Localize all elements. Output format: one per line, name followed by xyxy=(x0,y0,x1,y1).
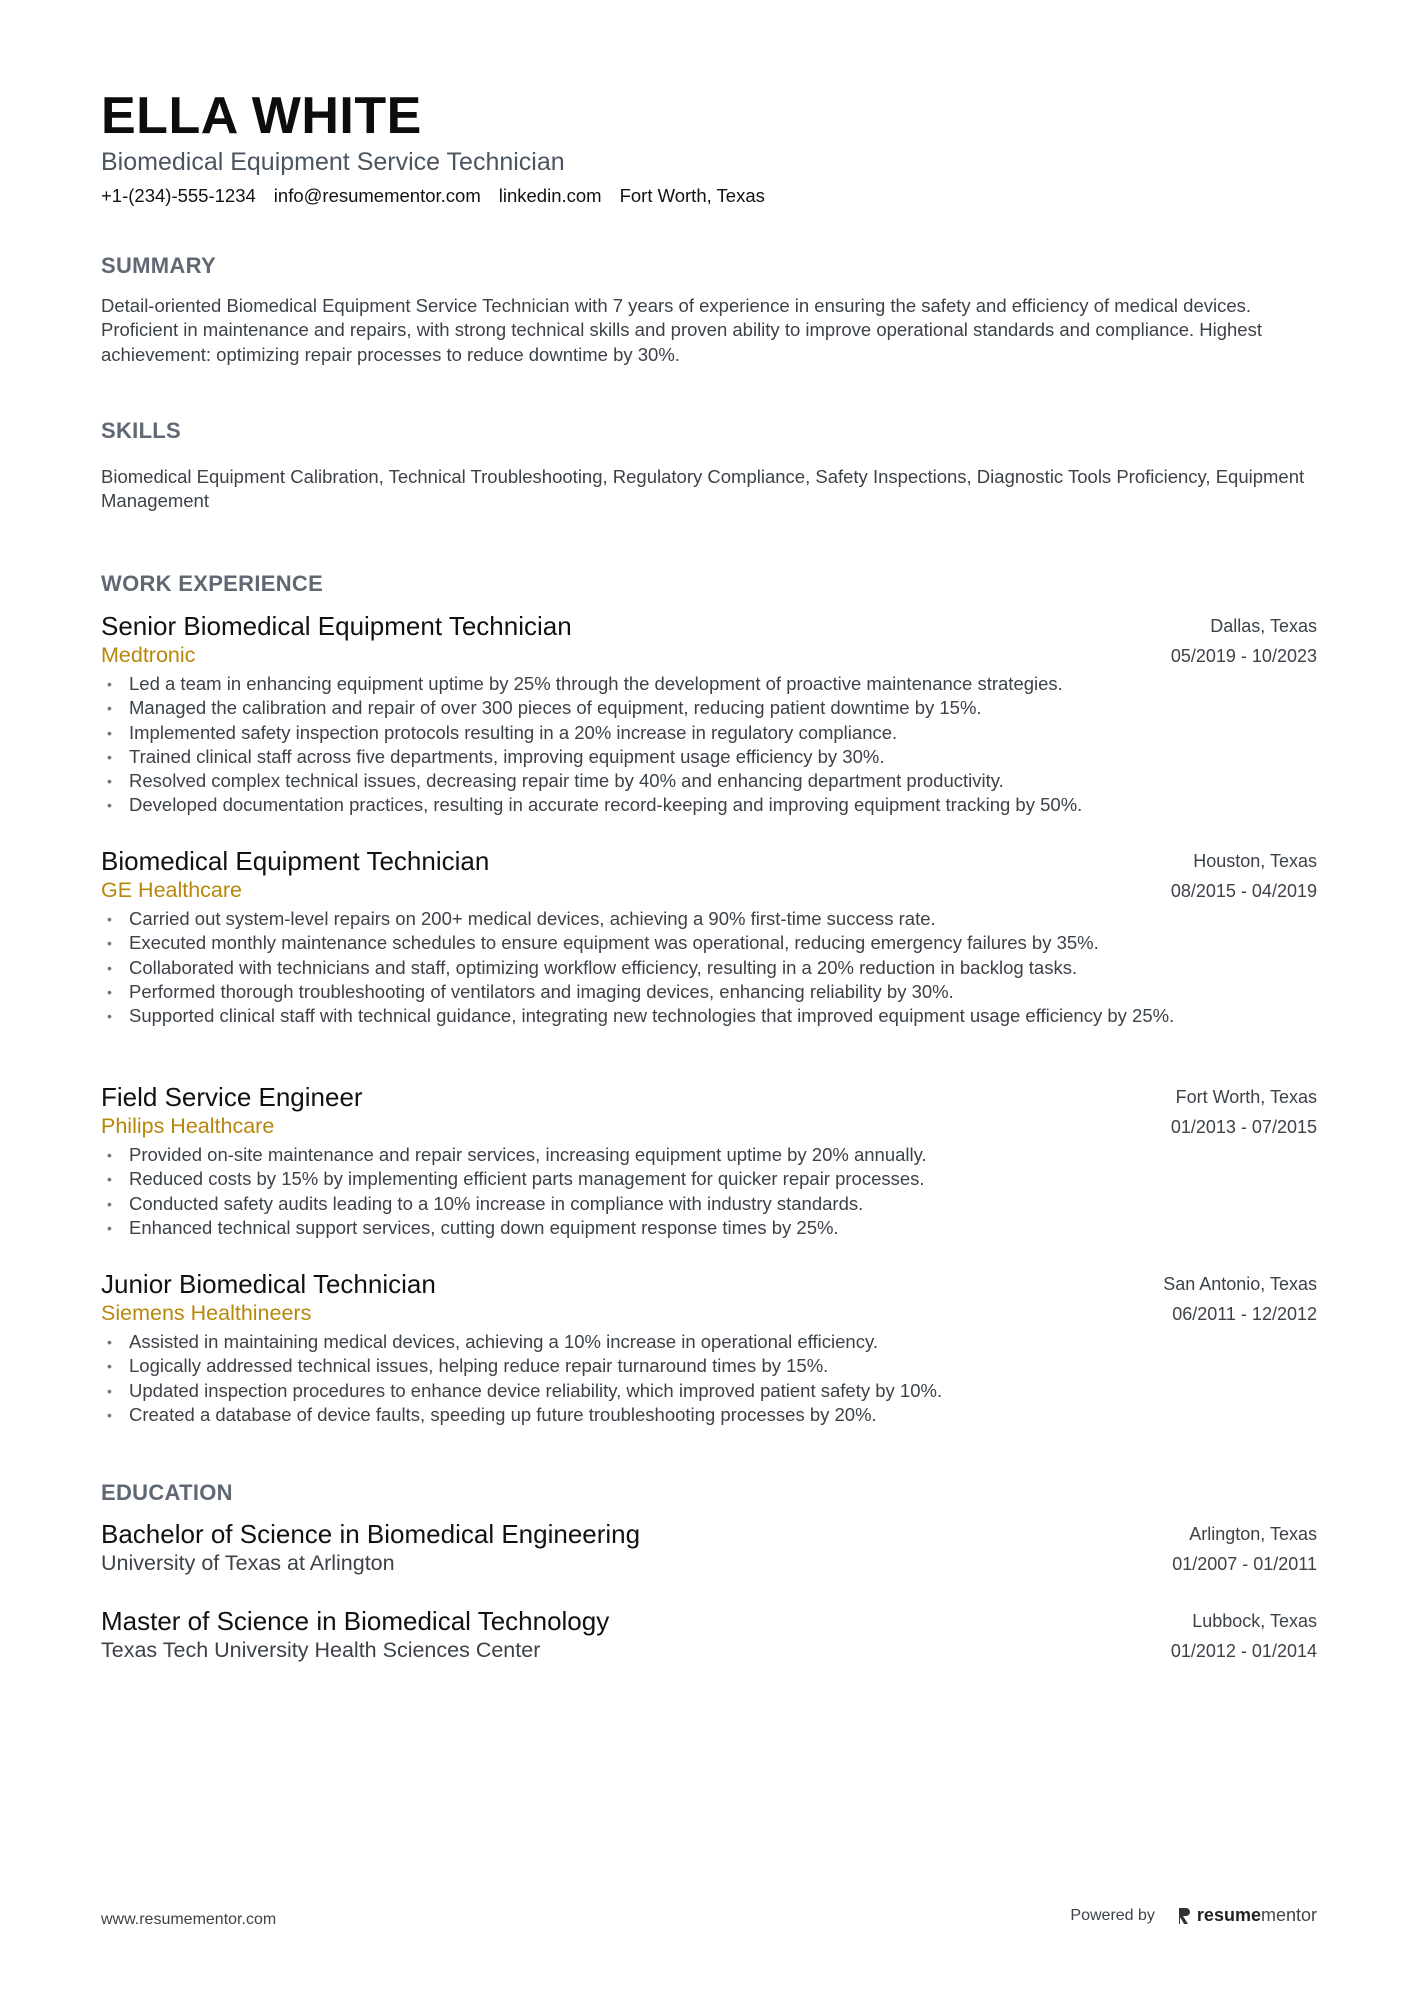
contact-phone: +1-(234)-555-1234 xyxy=(101,185,256,206)
bullet-dot-icon: • xyxy=(107,773,112,790)
bullet-item: • Reduced costs by 15% by implementing efficient parts management for quicker repair processes. xyxy=(101,1167,1317,1191)
job-company: Medtronic xyxy=(101,643,196,667)
bullet-item: • Executed monthly maintenance schedules to ensure equipment was operational, reducing emergency failures by 35%. xyxy=(101,931,1317,955)
bullet-dot-icon: • xyxy=(107,1358,112,1375)
bullet-item: • Assisted in maintaining medical devices, achieving a 10% increase in operational efficiency. xyxy=(101,1330,1317,1354)
skills-heading: SKILLS xyxy=(101,418,182,443)
edu-degree: Master of Science in Biomedical Technology xyxy=(101,1606,610,1636)
bullet-dot-icon: • xyxy=(107,911,112,927)
bullet-dot-icon: • xyxy=(107,1171,112,1188)
job-company: GE Healthcare xyxy=(101,878,243,902)
job-bullets xyxy=(101,907,1317,1028)
bullet-item: • Supported clinical staff with technical guidance, integrating new technologies that improved equipment usage efficiency by 25%. xyxy=(101,1004,1317,1028)
summary-text: Detail-oriented Biomedical Equipment Service Technician with 7 years of experience in ensuring the safety and efficiency of medical devices. Proficient in maintenance and repairs, with strong technical skills and proven ability to improve operational standards and compliance. Highest achievement: optimizing repair processes to reduce downtime by 30%. xyxy=(101,295,1262,365)
edu-school: University of Texas at Arlington xyxy=(101,1551,395,1575)
bullet-item: • Trained clinical staff across five departments, improving equipment usage efficiency by 30%. xyxy=(101,745,1317,769)
job-title: Biomedical Equipment Technician xyxy=(101,846,490,876)
bullet-dot-icon: • xyxy=(107,748,112,765)
edu-school: Texas Tech University Health Sciences Center xyxy=(101,1638,541,1662)
footer-website-link[interactable]: www.resumementor.com xyxy=(101,1911,277,1928)
bullet-dot-icon: • xyxy=(107,676,112,692)
job-title: Field Service Engineer xyxy=(101,1082,363,1112)
contact-linkedin: linkedin.com xyxy=(498,185,602,206)
bullet-dot-icon: • xyxy=(107,1195,112,1212)
edu-dates: 01/2012 - 01/2014 xyxy=(1170,1641,1317,1661)
bullet-dot-icon: • xyxy=(107,1382,112,1399)
summary-heading: SUMMARY xyxy=(101,253,216,278)
bullet-dot-icon: • xyxy=(107,935,112,952)
bullet-dot-icon: • xyxy=(107,700,112,717)
job-location: Houston, Texas xyxy=(1193,851,1317,871)
job-company: Siemens Healthineers xyxy=(101,1301,312,1325)
bullet-dot-icon: • xyxy=(107,983,112,1000)
bullet-dot-icon: • xyxy=(107,1406,112,1423)
skills-text: Biomedical Equipment Calibration, Technical Troubleshooting, Regulatory Compliance, Safety Inspections, Diagnostic Tools Proficiency, Equipment Management xyxy=(101,466,1305,512)
bullet-dot-icon: • xyxy=(107,1147,112,1163)
job-dates: 08/2015 - 04/2019 xyxy=(1170,881,1317,901)
contact-row xyxy=(101,184,765,208)
bullet-dot-icon: • xyxy=(107,1219,112,1236)
bullet-item: • Logically addressed technical issues, helping reduce repair turnaround times by 15%. xyxy=(101,1354,1317,1378)
brand-text-light: mentor xyxy=(1260,1905,1317,1925)
edu-degree: Bachelor of Science in Biomedical Engineering xyxy=(101,1519,641,1549)
bullet-dot-icon: • xyxy=(107,1334,112,1350)
candidate-name: ELLA WHITE xyxy=(101,87,422,145)
bullet-item: • Conducted safety audits leading to a 10% increase in compliance with industry standards. xyxy=(101,1192,1317,1216)
job-company: Philips Healthcare xyxy=(101,1114,275,1138)
bullet-item: • Collaborated with technicians and staff, optimizing workflow efficiency, resulting in a 20% reduction in backlog tasks. xyxy=(101,956,1317,980)
bullet-item: • Developed documentation practices, resulting in accurate record-keeping and improving equipment tracking by 50%. xyxy=(101,793,1317,817)
job-location: San Antonio, Texas xyxy=(1163,1274,1317,1294)
bullet-dot-icon: • xyxy=(107,797,112,814)
contact-email: info@resumementor.com xyxy=(273,185,481,206)
job-dates: 05/2019 - 10/2023 xyxy=(1170,646,1317,666)
job-bullets xyxy=(101,1330,1317,1427)
bullet-item: • Provided on-site maintenance and repair services, increasing equipment uptime by 20% annually. xyxy=(101,1143,1317,1167)
bullet-item: • Carried out system-level repairs on 200+ medical devices, achieving a 90% first-time success rate. xyxy=(101,907,1317,931)
edu-location: Arlington, Texas xyxy=(1189,1524,1317,1544)
job-dates: 01/2013 - 07/2015 xyxy=(1170,1117,1317,1137)
powered-by-label: Powered by xyxy=(1070,1906,1155,1924)
resumementor-logo-icon xyxy=(1177,1906,1191,1926)
job-title: Junior Biomedical Technician xyxy=(101,1269,436,1299)
bullet-item: • Managed the calibration and repair of over 300 pieces of equipment, reducing patient downtime by 15%. xyxy=(101,696,1317,720)
education-heading: EDUCATION xyxy=(101,1480,233,1505)
edu-location: Lubbock, Texas xyxy=(1192,1611,1317,1631)
bullet-dot-icon: • xyxy=(107,724,112,741)
bullet-item: • Created a database of device faults, speeding up future troubleshooting processes by 20%. xyxy=(101,1403,1317,1427)
job-location: Fort Worth, Texas xyxy=(1175,1087,1317,1107)
bullet-dot-icon: • xyxy=(107,959,112,976)
bullet-item: • Resolved complex technical issues, decreasing repair time by 40% and enhancing department productivity. xyxy=(101,769,1317,793)
bullet-item: • Performed thorough troubleshooting of ventilators and imaging devices, enhancing reliability by 30%. xyxy=(101,980,1317,1004)
bullet-item: • Led a team in enhancing equipment uptime by 25% through the development of proactive maintenance strategies. xyxy=(101,672,1317,696)
bullet-dot-icon: • xyxy=(107,1008,112,1025)
resumementor-logo[interactable] xyxy=(1177,1905,1317,1926)
brand-text-bold: resume xyxy=(1196,1905,1261,1925)
bullet-item: • Implemented safety inspection protocols resulting in a 20% increase in regulatory compliance. xyxy=(101,721,1317,745)
bullet-item: • Enhanced technical support services, cutting down equipment response times by 25%. xyxy=(101,1216,1317,1240)
job-bullets xyxy=(101,672,1317,818)
candidate-title: Biomedical Equipment Service Technician xyxy=(101,148,565,176)
job-bullets xyxy=(101,1143,1317,1240)
job-title: Senior Biomedical Equipment Technician xyxy=(101,611,572,641)
footer-branding xyxy=(1070,1905,1317,1926)
job-location: Dallas, Texas xyxy=(1210,616,1317,636)
edu-dates: 01/2007 - 01/2011 xyxy=(1172,1554,1317,1574)
bullet-item: • Updated inspection procedures to enhance device reliability, which improved patient safety by 10%. xyxy=(101,1379,1317,1403)
experience-heading: WORK EXPERIENCE xyxy=(101,571,324,596)
job-dates: 06/2011 - 12/2012 xyxy=(1172,1304,1317,1324)
contact-location: Fort Worth, Texas xyxy=(619,185,765,206)
